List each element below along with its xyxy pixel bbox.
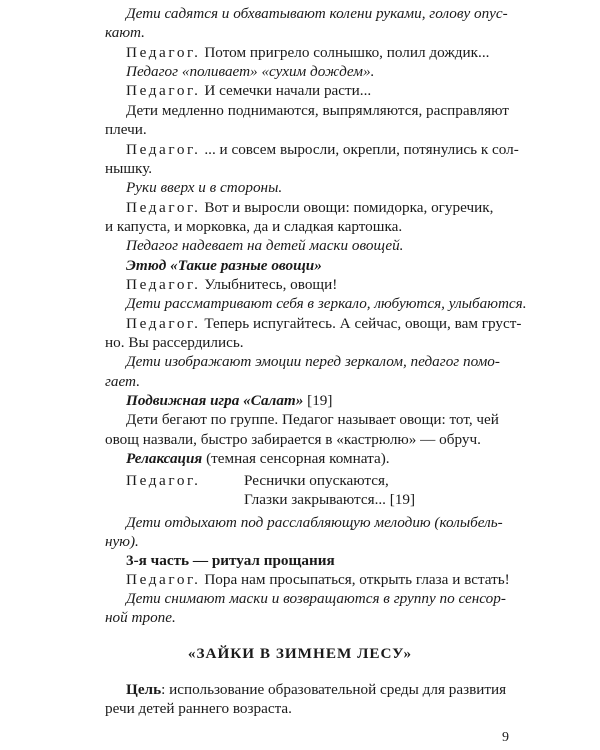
stage-direction: Дети отдыхают под расслабляющую мелодию (колыбель- [126,514,503,531]
dialogue-text: Потом пригрело солнышко, полил дождик... [200,44,490,61]
page-number: 9 [502,730,509,745]
section-title: «ЗАЙКИ В ЗИМНЕМ ЛЕСУ» [187,645,413,662]
body-text: Дети бегают по группе. Педагог называет овощи: тот, чей [126,411,499,428]
stage-direction: Педагог надевает на детей маски овощей. [126,237,404,254]
verse-line: Реснички опускаются, [244,472,389,489]
verse-line: Глазки закрываются... [19] [244,491,416,508]
dialogue-line [126,314,521,333]
dialogue-text: Пора нам просыпаться, открыть глаза и встать! [200,571,510,588]
body-text: овощ назвали, быстро забирается в «кастрюлю» — обруч. [105,431,481,448]
dialogue-line [126,43,489,62]
speaker-label: Педагог. [126,44,201,61]
dialogue-line [126,81,371,100]
speaker-label: Педагог. [126,315,201,332]
section-heading: Этюд «Такие разные овощи» [126,257,322,274]
speaker-label: Педагог. [126,82,201,99]
body-text: но. Вы рассердились. [105,334,244,351]
speaker-label: Педагог. [126,141,201,158]
body-text: речи детей раннего возраста. [105,700,292,717]
citation-ref: [19] [303,392,333,409]
heading-text: Подвижная игра «Салат» [126,392,304,409]
heading-text: Релаксация [126,450,203,467]
dialogue-line [126,275,337,294]
body-text: (темная сенсорная комната). [202,450,390,467]
body-text: и капуста, и морковка, да и сладкая картошка. [105,218,403,235]
stage-direction: Педагог «поливает» «сухим дождем». [126,63,375,80]
goal-paragraph [126,680,506,699]
dialogue-text: Вот и выросли овощи: помидорка, огуречик, [200,199,494,216]
stage-direction: ной тропе. [105,609,176,626]
dialogue-text: ... и совсем выросли, окрепли, потянулись к сол- [200,141,519,158]
dialogue-text: Теперь испугайтесь. А сейчас, овощи, вам груст- [200,315,522,332]
section-heading [126,391,332,410]
stage-direction: Руки вверх и в стороны. [126,179,283,196]
dialogue-line [126,570,510,589]
stage-direction: Дети рассматривают себя в зеркало, любуются, улыбаются. [126,295,527,312]
goal-label: Цель [126,681,162,698]
stage-direction: Дети изображают эмоции перед зеркалом, педагог помо- [126,353,500,370]
speaker-label: Педагог. [126,571,201,588]
dialogue-line [126,198,493,217]
speaker-label: Педагог. [126,472,201,489]
dialogue-line [126,140,519,159]
dialogue-text: И семечки начали расти... [200,82,372,99]
speaker-label: Педагог. [126,276,201,293]
stage-direction: гает. [105,373,141,390]
body-text: нышку. [105,160,153,177]
dialogue-text: Улыбнитесь, овощи! [200,276,338,293]
speaker-label: Педагог. [126,199,201,216]
goal-text: : использование образовательной среды для развития [161,681,507,698]
body-text: Дети медленно поднимаются, выпрямляются, расправляют [126,102,509,119]
stage-direction: Дети снимают маски и возвращаются в группу по сенсор- [126,590,506,607]
section-heading: 3-я часть — ритуал прощания [126,552,335,569]
stage-direction: кают. [105,24,145,41]
stage-direction: Дети садятся и обхватывают колени руками, голову опус- [126,5,508,22]
stage-direction: ную). [105,533,139,550]
section-heading [126,449,390,468]
body-text: плечи. [105,121,147,138]
